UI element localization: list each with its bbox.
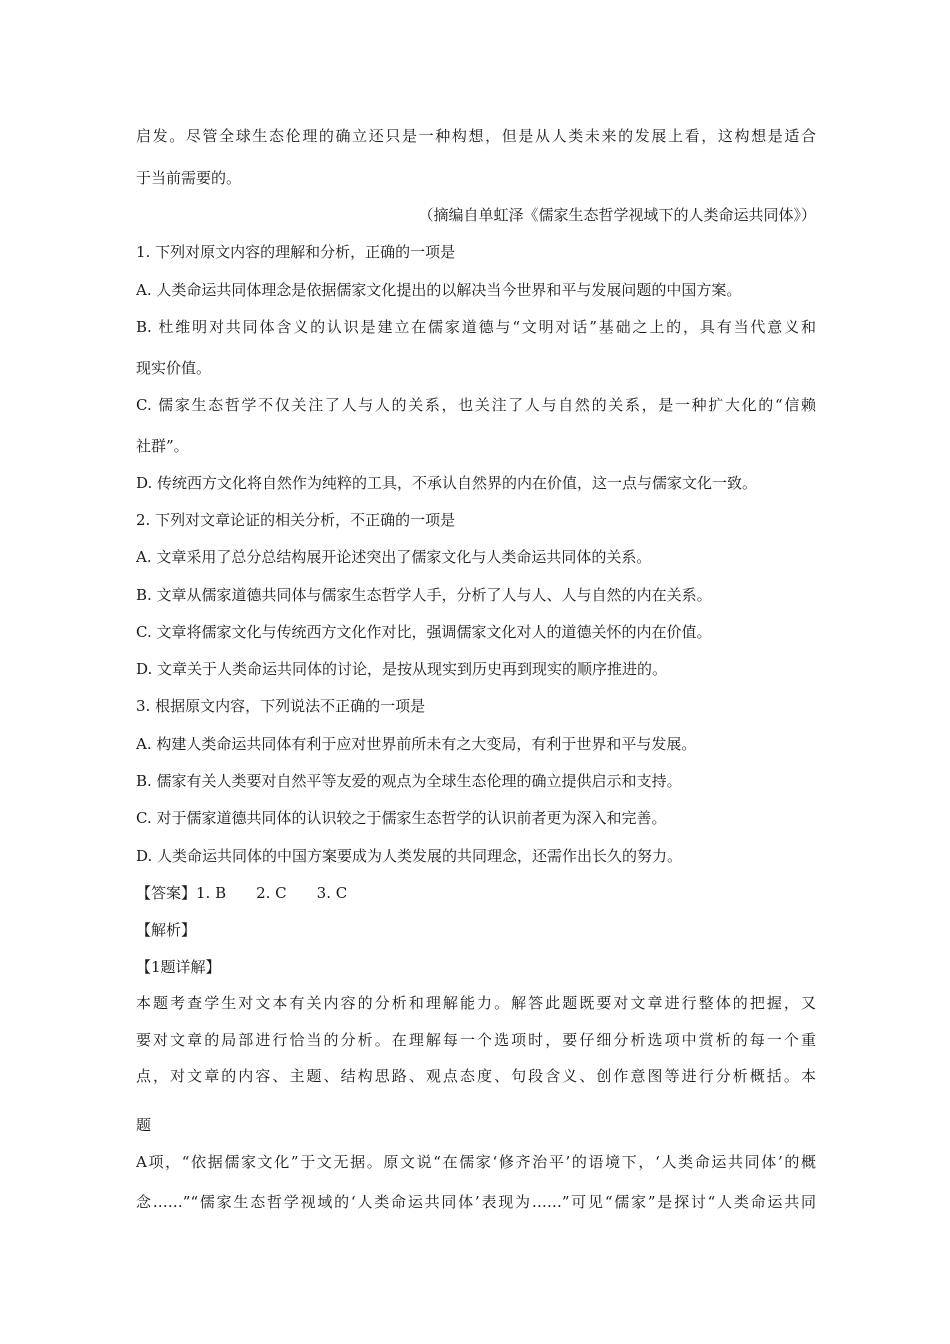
option-3d: D. 人类命运共同体的中国方案要成为人类发展的共同理念，还需作出长久的努力。: [136, 847, 683, 865]
analysis-text: A项，“依据儒家文化”于文无据。原文说“在儒家‘修齐治平’的语境下，‘人类命运共同体’的概: [136, 1153, 816, 1171]
answer-key: 【答案】1. B 2. C 3. C: [136, 884, 348, 902]
analysis-text: 要对文章的局部进行恰当的分析。在理解每一个选项时，要仔细分析选项中赏析的每一个重: [136, 1031, 816, 1049]
text-line: 启发。尽管全球生态伦理的确立还只是一种构想，但是从人类未来的发展上看，这构想是适合: [136, 127, 816, 145]
analysis-text: 题: [136, 1116, 152, 1134]
option-1b: B. 杜维明对共同体含义的认识是建立在儒家道德与“文明对话”基础之上的，具有当代意义和: [136, 318, 816, 336]
option-1a: A. 人类命运共同体理念是依据儒家文化提出的以解决当今世界和平与发展问题的中国方案。: [136, 281, 742, 299]
source-citation: （摘编自单虹泽《儒家生态哲学视域下的人类命运共同体》）: [418, 206, 816, 224]
option-1b-cont: 现实价值。: [136, 359, 212, 377]
analysis-text: 本题考查学生对文本有关内容的分析和理解能力。解答此题既要对文章进行整体的把握，又: [136, 994, 816, 1012]
option-2b: B. 文章从儒家道德共同体与儒家生态哲学人手，分析了人与人、人与自然的内在关系。: [136, 586, 712, 604]
option-1c: C. 儒家生态哲学不仅关注了人与人的关系，也关注了人与自然的关系，是一种扩大化的“信赖: [136, 396, 816, 414]
text-line: 于当前需要的。: [136, 169, 242, 187]
option-3c: C. 对于儒家道德共同体的认识较之于儒家生态哲学的认识前者更为深入和完善。: [136, 809, 667, 827]
analysis-text: 点，对文章的内容、主题、结构思路、观点态度、句段含义、创作意图等进行分析概括。本: [136, 1067, 816, 1085]
question-2: 2. 下列对文章论证的相关分析，不正确的一项是: [136, 511, 456, 529]
analysis-text: 念……”“儒家生态哲学视域的‘人类命运共同体’表现为……”可见“儒家”是探讨“人类命运共同: [136, 1193, 816, 1211]
option-1d: D. 传统西方文化将自然作为纯粹的工具，不承认自然界的内在价值，这一点与儒家文化一致。: [136, 474, 758, 492]
question-3: 3. 根据原文内容，下列说法不正确的一项是: [136, 697, 426, 715]
option-2a: A. 文章采用了总分总结构展开论述突出了儒家文化与人类命运共同体的关系。: [136, 548, 652, 566]
option-1c-cont: 社群”。: [136, 437, 189, 455]
option-3a: A. 构建人类命运共同体有利于应对世界前所未有之大变局，有利于世界和平与发展。: [136, 735, 697, 753]
detail-heading-1: 【1题详解】: [136, 958, 221, 976]
question-1: 1. 下列对原文内容的理解和分析，正确的一项是: [136, 243, 456, 261]
analysis-heading: 【解析】: [136, 921, 197, 939]
option-2c: C. 文章将儒家文化与传统西方文化作对比，强调儒家文化对人的道德关怀的内在价值。: [136, 623, 712, 641]
option-3b: B. 儒家有关人类要对自然平等友爱的观点为全球生态伦理的确立提供启示和支持。: [136, 772, 682, 790]
option-2d: D. 文章关于人类命运共同体的讨论，是按从现实到历史再到现实的顺序推进的。: [136, 660, 668, 678]
